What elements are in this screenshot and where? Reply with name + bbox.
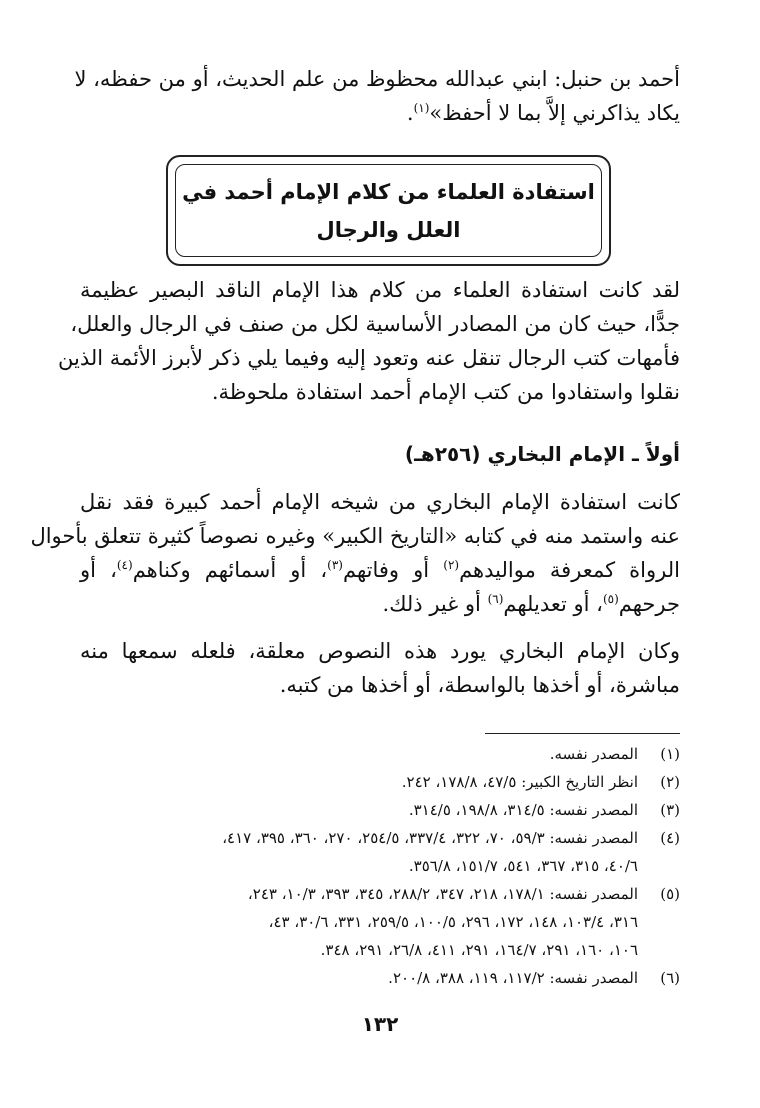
p2-l4-b: ، أو تعديلهم <box>503 592 603 616</box>
footnote-line: انظر التاريخ الكبير: ٤٧/٥، ١٧٨/٨، ٢٤٢. <box>401 773 638 791</box>
footnote-2 <box>80 768 680 796</box>
footnote-number: (٢) <box>660 773 680 791</box>
footnote-ref-4: (٤) <box>116 558 133 572</box>
footnote-text <box>80 964 638 992</box>
paragraph-1 <box>57 273 680 409</box>
paragraph-1-line-1: لقد كانت استفادة العلماء من كلام هذا الإمام الناقد البصير عظيمة <box>80 278 680 302</box>
page-number: ١٣٢ <box>361 1012 399 1036</box>
paragraph-2-line-4 <box>80 587 680 621</box>
footnote-number: (١) <box>660 745 680 763</box>
paragraph-3-line-2: مباشرة، أو أخذها بالواسطة، أو أخذها من كتبه. <box>279 673 680 697</box>
footnote-number: (٣) <box>660 801 680 819</box>
footnote-separator <box>485 733 680 734</box>
section-heading: أولاً ـ الإمام البخاري (٢٥٦هـ) <box>404 442 680 466</box>
footnote-text <box>80 768 638 796</box>
footnote-ref-6: (٦) <box>487 592 504 606</box>
footnote-number: (٥) <box>660 885 680 903</box>
footnote-line: المصدر نفسه: ٥٩/٣، ٧٠، ٣٢٢، ٣٣٧/٤، ٢٥٤/٥، ٢٧٠، ٣٦٠، ٣٩٥، ٤١٧، <box>222 829 638 847</box>
footnote-line: المصدر نفسه: ١٧٨/١، ٢١٨، ٣٤٧، ٢٨٨/٢، ٣٤٥، ٣٩٣، ١٠/٣، ٢٤٣، <box>247 885 638 903</box>
footnote-ref-2: (٢) <box>443 558 460 572</box>
footnote-ref-3: (٣) <box>327 558 343 572</box>
intro-line-2 <box>80 96 680 130</box>
footnote-line: ٤٠/٦، ٣١٥، ٣٦٧، ٥٤١، ١٥١/٧، ٣٥٦/٨. <box>408 857 638 875</box>
section-title-line-1: استفادة العلماء من كلام الإمام أحمد في <box>182 179 595 204</box>
p2-l4-c: أو غير ذلك. <box>382 592 488 616</box>
paragraph-1-line-2: جدًّا، حيث كان من المصادر الأساسية لكل من صنف في الرجال والعلل، <box>70 312 680 336</box>
footnotes <box>80 740 680 992</box>
paragraph-2-line-2: عنه واستمد منه في كتابه «التاريخ الكبير» وغيره نصوصاً كثيرة تتعلق بأحوال <box>30 524 680 548</box>
intro-line-2-text: يكاد يذاكرني إلاَّ بما لا أحفظ» <box>429 101 680 125</box>
p2-l4-a: جرحهم <box>618 592 680 616</box>
footnote-3 <box>80 796 680 824</box>
paragraph-1-line-4: نقلوا واستفادوا من كتب الإمام أحمد استفادة ملحوظة. <box>211 380 680 404</box>
footnote-ref-1: (١) <box>413 101 430 115</box>
intro-line-1: أحمد بن حنبل: ابني عبدالله محظوظ من علم الحديث، أو من حفظه، لا <box>74 67 680 91</box>
footnote-text <box>80 796 638 824</box>
footnote-text <box>80 740 638 768</box>
p2-l3-c: ، أو أسمائهم وكناهم <box>132 558 328 582</box>
section-title-inner-frame <box>175 164 602 257</box>
paragraph-2 <box>30 485 680 621</box>
section-title-box <box>166 155 611 266</box>
footnote-5 <box>80 880 680 964</box>
footnote-number: (٦) <box>660 969 680 987</box>
paragraph-3 <box>80 634 680 702</box>
p2-l3-a: الرواة كمعرفة مواليدهم <box>459 558 680 582</box>
footnote-text <box>80 880 638 964</box>
footnote-number: (٤) <box>660 829 680 847</box>
paragraph-2-line-3 <box>80 553 680 587</box>
footnote-text <box>80 824 638 880</box>
footnote-6 <box>80 964 680 992</box>
intro-paragraph <box>74 62 680 130</box>
footnote-ref-5: (٥) <box>602 592 619 606</box>
p2-l3-d: ، أو <box>80 558 117 582</box>
footnote-line: المصدر نفسه: ١١٧/٢، ١١٩، ٣٨٨، ٢٠٠/٨. <box>388 969 638 987</box>
footnote-4 <box>80 824 680 880</box>
footnote-1 <box>80 740 680 768</box>
footnote-line: المصدر نفسه: ٣١٤/٥، ١٩٨/٨، ٣١٤/٥. <box>408 801 638 819</box>
footnote-line: المصدر نفسه. <box>549 745 638 763</box>
intro-line-2-end: . <box>406 101 414 125</box>
footnote-line: ٣١٦، ١٠٣/٤، ١٤٨، ١٧٢، ٢٩٦، ١٠٠/٥، ٢٥٩/٥، ٣٣١، ٣٠/٦، ٤٣، <box>268 913 638 931</box>
paragraph-2-line-1: كانت استفادة الإمام البخاري من شيخه الإمام أحمد كبيرة فقد نقل <box>80 490 680 514</box>
p2-l3-b: أو وفاتهم <box>342 558 444 582</box>
footnote-line: ١٠٦، ١٦٠، ٢٩١، ١٦٤/٧، ٢٩١، ٤١١، ٢٦/٨، ٢٩١، ٣٤٨. <box>320 941 638 959</box>
section-title-line-2: العلل والرجال <box>316 217 461 242</box>
paragraph-1-line-3: فأمهات كتب الرجال تنقل عنه وتعود إليه وفيما يلي ذكر لأبرز الأئمة الذين <box>57 346 680 370</box>
paragraph-3-line-1: وكان الإمام البخاري يورد هذه النصوص معلقة، فلعله سمعها منه <box>80 639 680 663</box>
